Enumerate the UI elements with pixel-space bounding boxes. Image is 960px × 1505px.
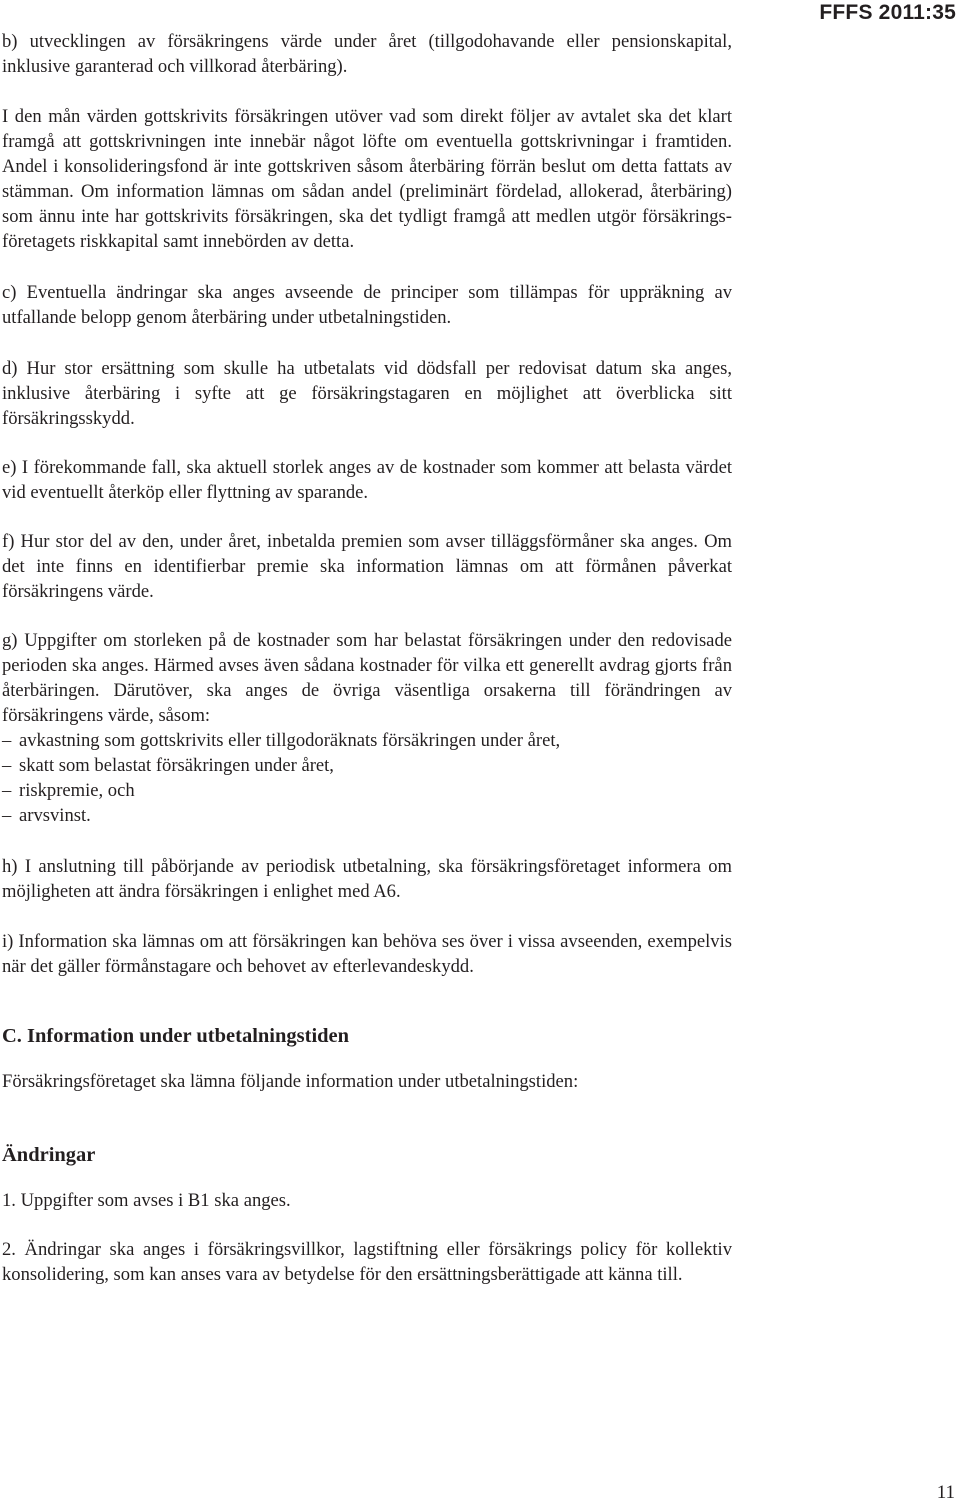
paragraph-b: b) utvecklingen av försäkringens värde under året (tillgodohavande eller pensionskapital, inklusive garanterad och villkorad återbäring). bbox=[2, 31, 732, 77]
paragraph-d: d) Hur stor ersättning som skulle ha utbetalats vid dödsfall per redovisat datum ska anges, inklusive återbäring i syfte att ge försäkringstagaren en möjlighet att överblicka sitt försäkringsskydd. bbox=[2, 358, 732, 429]
dash-bullet: – bbox=[2, 780, 12, 801]
list-item bbox=[2, 728, 732, 753]
section-c-intro: Försäkringsföretaget ska lämna följande information under utbetalningstiden: bbox=[2, 1071, 579, 1092]
paragraph-e: e) I förekommande fall, ska aktuell storlek anges av de kostnader som kommer att belasta värdet vid eventuellt återköp eller flyttning av sparande. bbox=[2, 457, 732, 503]
paragraph-h: h) I anslutning till påbörjande av periodisk utbetalning, ska försäkringsföretaget informera om möjligheten att ändra försäkringen i enlighet med A6. bbox=[2, 856, 732, 902]
dash-bullet: – bbox=[2, 805, 12, 826]
page-number: 11 bbox=[936, 1482, 955, 1503]
paragraph-guarantee: I den mån värden gottskrivits försäkringen utöver vad som direkt följer av avtalet ska det klart framgå att gottskrivningen inte innebär något löfte om eventuella gottskrivningar i framtiden. Andel i konsolideringsfond är inte gottskriven såsom återbäring förrän beslut om detta fattats av stämman. Om information lämnas om sådan andel (preliminärt fördelad, allokerad, återbäring) som ännu inte har gottskrivits försäkringen, ska det tydligt framgå att medlen utgör försäkringsföretagets riskkapital samt innebörden av detta. bbox=[2, 106, 732, 252]
list-item-text: skatt som belastat försäkringen under året, bbox=[19, 755, 334, 776]
page-content bbox=[2, 29, 732, 1287]
dash-bullet: – bbox=[2, 730, 12, 751]
paragraph-f: f) Hur stor del av den, under året, inbetalda premien som avser tilläggsförmåner ska anges. Om det inte finns en identifierbar premie ska information lämnas om att förmånen påverkat försäkringens värde. bbox=[2, 531, 732, 602]
list-item-text: riskpremie, och bbox=[19, 780, 135, 801]
paragraph-c: c) Eventuella ändringar ska anges avseende de principer som tillämpas för uppräkning av utfallande belopp genom återbäring under utbetalningstiden. bbox=[2, 282, 732, 328]
list-item bbox=[2, 753, 732, 778]
dash-bullet: – bbox=[2, 755, 12, 776]
dash-list bbox=[2, 728, 732, 828]
document-code: FFFS 2011:35 bbox=[819, 1, 956, 24]
list-item-text: avkastning som gottskrivits eller tillgodoräknats försäkringen under året, bbox=[19, 730, 561, 751]
list-item bbox=[2, 803, 732, 828]
numbered-item-2: 2. Ändringar ska anges i försäkringsvillkor, lagstiftning eller försäkrings policy för kollektiv konsolidering, som kan anses vara av betydelse för den ersättningsberättigade att känna till. bbox=[2, 1239, 732, 1285]
list-item bbox=[2, 778, 732, 803]
numbered-item-1: 1. Uppgifter som avses i B1 ska anges. bbox=[2, 1190, 291, 1211]
list-item-text: arvsvinst. bbox=[19, 805, 91, 826]
paragraph-g: g) Uppgifter om storleken på de kostnader som har belastat försäkringen under den redovisade perioden ska anges. Härmed avses även sådana kostnader för vilka ett generellt avdrag gjorts från återbäringen. Därutöver, ska anges de övriga väsentliga orsakerna till förändringen av försäkringens värde, såsom: bbox=[2, 630, 732, 726]
section-c-heading: C. Information under utbetalningstiden bbox=[2, 1025, 350, 1047]
paragraph-i: i) Information ska lämnas om att försäkringen kan behöva ses över i vissa avseenden, exempelvis när det gäller förmånstagare och behovet av efterlevandeskydd. bbox=[2, 931, 732, 977]
andringar-heading: Ändringar bbox=[2, 1144, 96, 1166]
